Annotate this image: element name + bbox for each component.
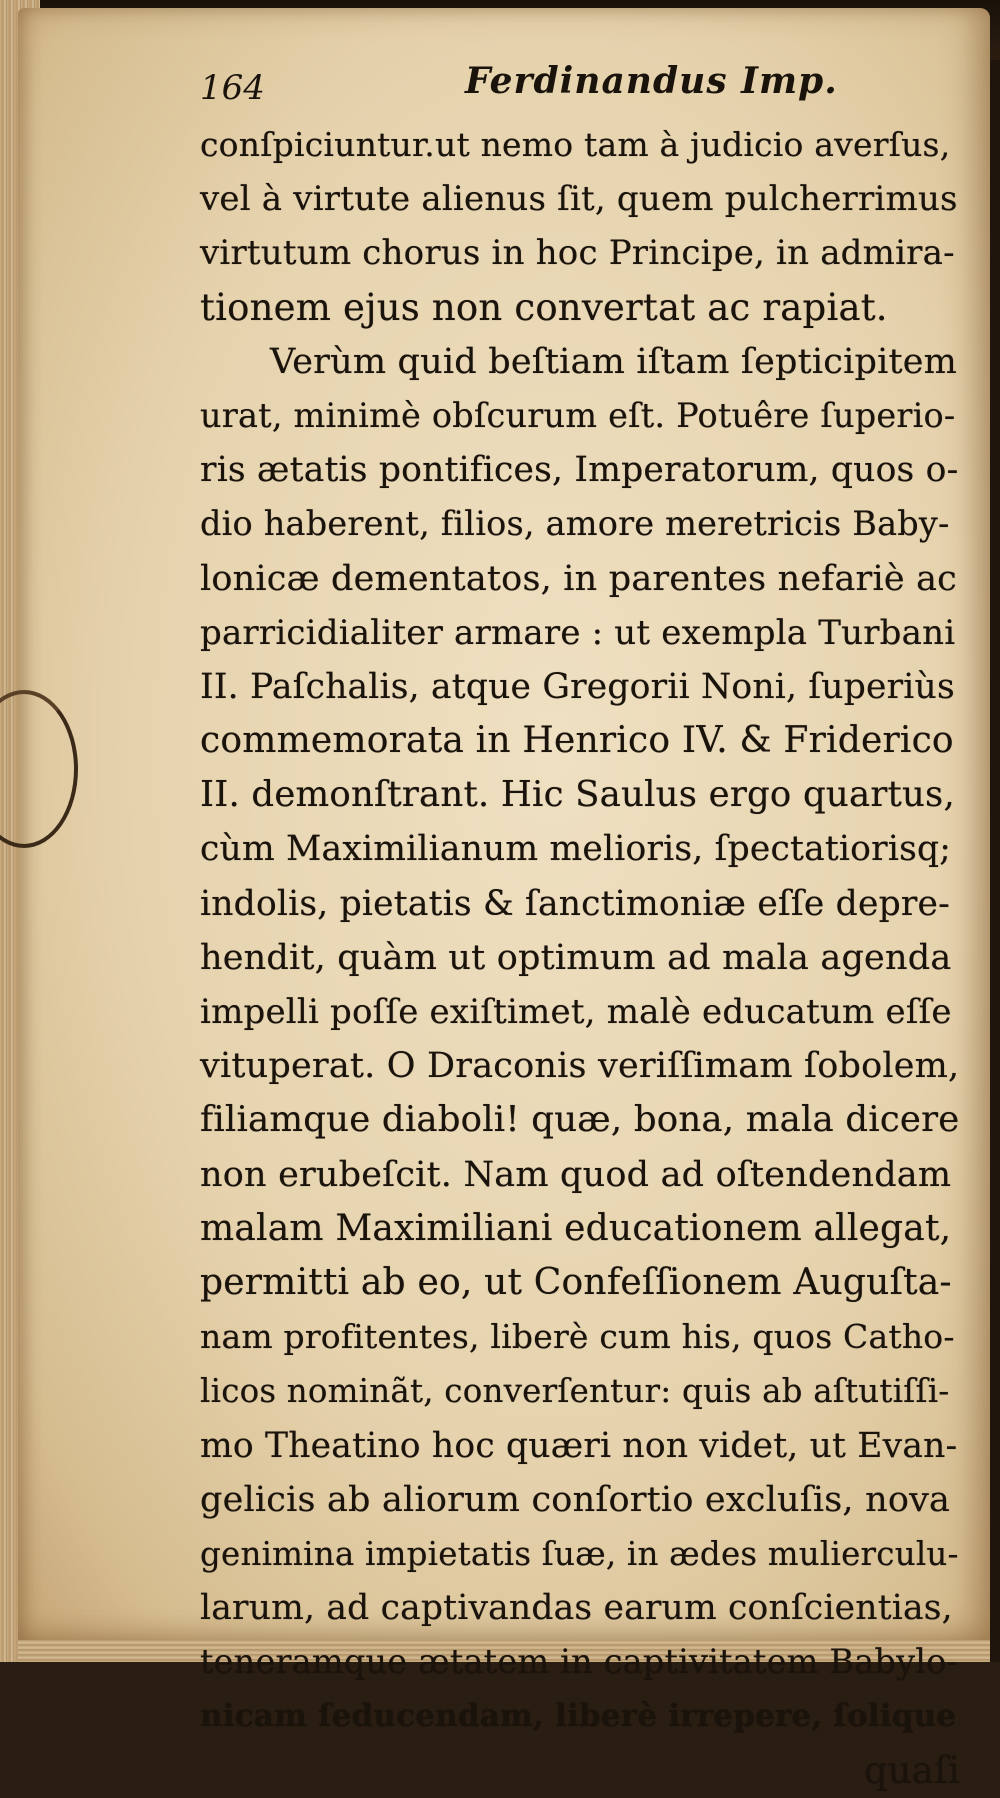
body-text <box>200 118 960 1798</box>
text-line: genimina impietatis ſuæ, in ædes mulierculu- <box>200 1534 959 1573</box>
text-line: nam profitentes, liberè cum his, quos Catho- <box>200 1317 955 1357</box>
text-line: tionem ejus non convertat ac rapiat. <box>200 285 888 329</box>
text-line: II. Paſchalis, atque Gregorii Noni, ſuperiùs <box>200 666 955 707</box>
text-line: impelli poſſe exiſtimet, malè educatum eſſe <box>200 992 952 1032</box>
running-head: Ferdinandus Imp. <box>465 60 838 102</box>
text-line: dio haberent, filios, amore meretricis Baby- <box>200 504 950 544</box>
text-line: larum, ad captivandas earum conſcientias, <box>200 1588 953 1629</box>
text-line: parricidialiter armare : ut exempla Turbani <box>200 612 956 653</box>
text-line: urat, minimè obſcurum eſt. Potuêre ſuperio- <box>200 395 956 435</box>
text-line: cùm Maximilianum melioris, ſpectatiorisq; <box>200 829 952 870</box>
page-number: 164 <box>200 68 265 108</box>
text-line: hendit, quàm ut optimum ad mala agenda <box>200 937 952 978</box>
text-line: virtutum chorus in hoc Principe, in admira- <box>200 233 955 274</box>
text-line: gelicis ab aliorum conſortio excluſis, nova <box>200 1479 951 1520</box>
catchword: quaſi <box>863 1748 960 1792</box>
text-line: non erubeſcit. Nam quod ad oſtendendam <box>200 1154 952 1195</box>
text-line: permitti ab eo, ut Confeſſionem Auguſta- <box>200 1261 952 1303</box>
text-line: malam Maximiliani educationem allegat, <box>200 1207 952 1249</box>
text-line: filiamque diaboli! quæ, bona, mala dicere <box>200 1099 960 1141</box>
text-line: licos nominãt, converſentur: quis ab aſtutiſſi- <box>200 1372 950 1411</box>
text-line: Verùm quid beſtiam iſtam ſepticipitem <box>270 341 958 382</box>
text-line: conſpiciuntur.ut nemo tam à judicio averſus, <box>200 125 951 164</box>
text-line: ris ætatis pontifices, Imperatorum, quos o- <box>200 450 959 491</box>
text-line: vel à virtute alienus ſit, quem pulcherrimus <box>200 179 958 220</box>
text-line: mo Theatino hoc quæri non videt, ut Evan- <box>200 1425 958 1466</box>
text-line: lonicæ dementatos, in parentes nefariè ac <box>200 558 957 599</box>
page-header <box>200 60 960 120</box>
text-line: vituperat. O Draconis veriſſimam ſobolem, <box>200 1046 960 1087</box>
text-line: commemorata in Henrico IV. & Friderico <box>200 720 954 762</box>
text-line: nicam ſeducendam, liberè irrepere, ſolique <box>200 1698 957 1735</box>
text-line: II. demonſtrant. Hic Saulus ergo quartus, <box>200 774 955 816</box>
text-line: teneramque ætatem in captivitatem Babylo- <box>200 1642 958 1682</box>
text-line: indolis, pietatis & ſanctimoniæ eſſe depre- <box>200 883 951 924</box>
